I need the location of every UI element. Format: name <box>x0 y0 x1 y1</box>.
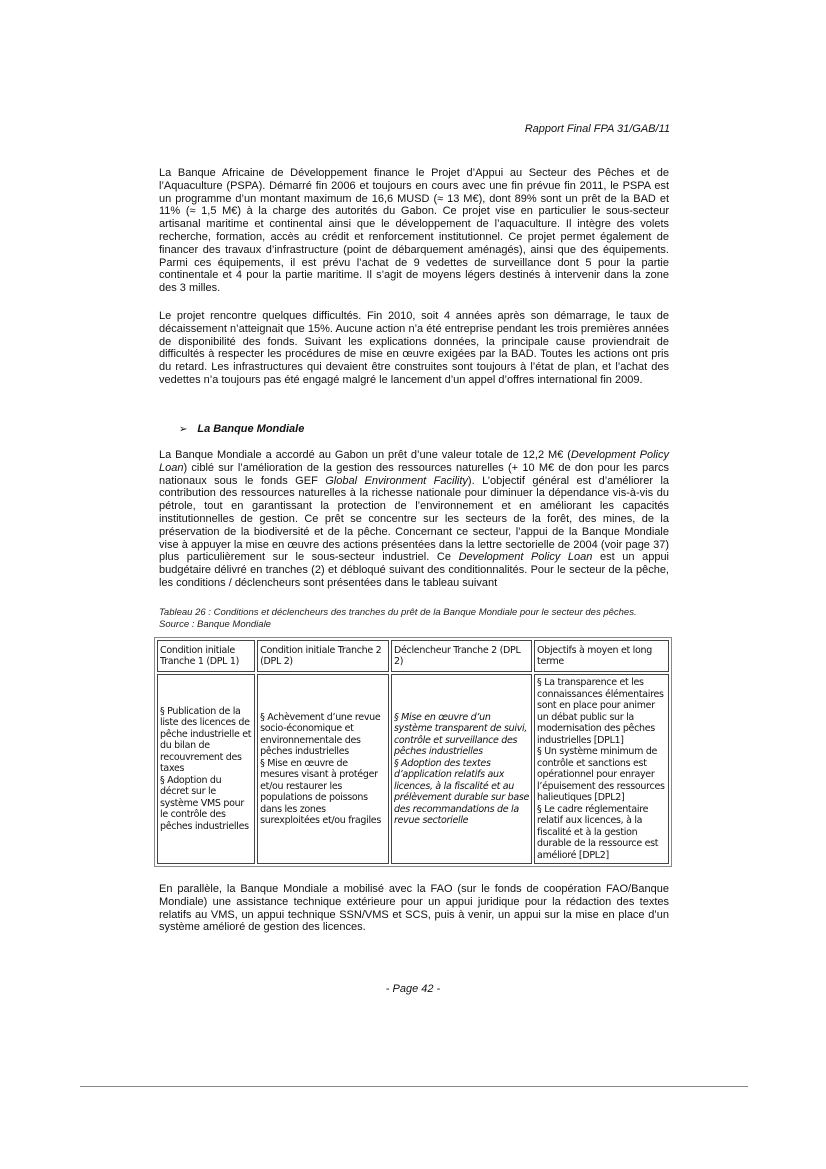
report-header: Rapport Final FPA 31/GAB/11 <box>524 123 670 135</box>
table-cell <box>391 674 532 864</box>
cell-item: § Mise en œuvre d’un système transparent de suivi, contrôle et surveillance des pêches industrielles <box>393 711 528 757</box>
cell-item: § La transparence et les connaissances élémentaires sont en place pour animer un débat public sur la modernisation des pêches industrielles [DPL1] <box>537 677 664 746</box>
table-caption <box>159 607 674 630</box>
table-cell <box>157 674 255 864</box>
table-cell <box>257 674 389 864</box>
paragraph-fao-assistance: En parallèle, la Banque Mondiale a mobilisé avec la FAO (sur le fonds de coopération FAO/Banque Mondiale) une assistance technique extérieure pour un appui juridique pour la rédaction des textes relatifs au VMS, un appui technique SSN/VMS et SCS, puis à venir, un appui sur la mise en place d’un système amélioré de gestion des licences. <box>159 883 669 934</box>
arrow-bullet-icon: ➢ <box>179 424 188 435</box>
loan-conditions-table <box>154 637 672 867</box>
table-caption-source: Source : Banque Mondiale <box>159 618 271 630</box>
header-cell: Objectifs à moyen et long terme <box>534 640 669 672</box>
cell-item: § Publication de la liste des licences de pêche industrielle et du bilan de recouvrement des taxes <box>160 705 252 775</box>
paragraph-world-bank-loan <box>159 449 669 590</box>
section-heading-label: La Banque Mondiale <box>197 423 305 435</box>
paragraph-bad-pspa: La Banque Africaine de Développement finance le Projet d’Appui au Secteur des Pêches et de l’Aquaculture (PSPA). Démarré fin 2006 et toujours en cours avec une fin prévue fin 2011, le PSPA est un programme d’un montant maximum de 16,6 MUSD (≈ 13 M€), dont 89% sont un prêt de la BAD et 11% (≈ 1,5 M€) à la charge des autorités du Gabon. Ce projet vise en particulier le sous-secteur artisanal maritime et continental ainsi que le développement de l’aquaculture. Il intègre des volets recherche, formation, accès au crédit et renforcement institutionnel. Ce projet permet également de financer des travaux d’infrastructure (point de débarquement aménagés), ainsi que des équipements. Parmi ces équipements, il est prévu l’achat de 9 vedettes de surveillance dont 5 pour la partie continentale et 4 pour la partie maritime. Il s’agit de moyens légers destinés à intervenir dans la zone des 3 milles. <box>159 167 669 295</box>
cell-item: § Adoption du décret sur le système VMS pour le contrôle des pêches industrielles <box>160 774 249 832</box>
text-segment: La Banque Mondiale a accordé au Gabon un prêt d’une valeur totale de 12,2 M€ ( <box>159 449 571 461</box>
italic-term: Development Policy Loan <box>458 551 593 564</box>
italic-term: Development Policy Loan <box>159 449 669 474</box>
table-row <box>157 674 669 864</box>
text-segment: est un appui budgétaire délivré en tranches (2) et débloqué suivant des conditionnalités. Pour le secteur de la pêche, les conditions / déclencheurs sont présentées dans le tableau suivant <box>159 551 669 589</box>
table-caption-title: Tableau 26 : Conditions et déclencheurs des tranches du prêt de la Banque Mondiale pour le secteur des pêches. <box>159 607 637 618</box>
footer-divider <box>80 1086 748 1087</box>
header-cell: Condition initiale Tranche 1 (DPL 1) <box>157 640 255 672</box>
italic-term: Global Environment Facility <box>325 474 468 487</box>
cell-item: § Le cadre réglementaire relatif aux licences, à la fiscalité et à la gestion durable de la ressource est amélioré [DPL2] <box>537 803 659 861</box>
table-cell <box>534 674 669 864</box>
header-cell: Déclencheur Tranche 2 (DPL 2) <box>391 640 532 672</box>
table-header-row <box>157 640 669 672</box>
section-heading-banque-mondiale <box>179 423 304 435</box>
cell-item: § Un système minimum de contrôle et sanctions est opérationnel pour enrayer l’épuisement des ressources halieutiques [DPL2] <box>537 746 665 803</box>
cell-item: § Adoption des textes d’application relatifs aux licences, à la fiscalité et au prélèvement durable sur base des recommandations de la revue sectorielle <box>393 757 530 826</box>
header-cell: Condition initiale Tranche 2 (DPL 2) <box>257 640 389 672</box>
page-number: - Page 42 - <box>385 983 441 995</box>
cell-item: § Achèvement d’une revue socio-économique et environnementale des pêches industrielles <box>260 711 381 757</box>
text-segment: ). L’objectif général est d’améliorer la contribution des ressources naturelles à la richesse nationale pour diminuer la dépendance vis-à-vis du pétrole, tout en garantissant la protection de l’environnement et en améliorant les capacités institutionnelles de gestion. Ce prêt se concentre sur les secteurs de la forêt, des mines, de la préservation de la biodiversité et de la pêche. Concernant ce secteur, l’appui de la Banque Mondiale vise à appuyer la mise en œuvre des actions présentées dans la lettre sectorielle de 2004 (voir page 37) plus particulièrement sur le sous-secteur industriel. Ce <box>159 474 670 564</box>
cell-item: § Mise en œuvre de mesures visant à protéger et/ou restaurer les populations de poissons dans les zones surexploitées et/ou fragiles <box>260 757 381 826</box>
paragraph-project-difficulties: Le projet rencontre quelques difficultés. Fin 2010, soit 4 années après son démarrage, le taux de décaissement n’atteignait que 15%. Aucune action n’a été entreprise pendant les trois premières années de disponibilité des fonds. Suivant les explications données, la principale cause proviendrait de difficultés à respecter les procédures de mise en œuvre exigées par la BAD. Toutes les actions ont pris du retard. Les infrastructures qui devaient être construites sont toujours à l’état de plan, et l’achat des vedettes n’a toujours pas été engagé malgré le lancement d’un appel d’offres international fin 2009. <box>159 310 669 386</box>
text-segment: ) ciblé sur l’amélioration de la gestion des ressources naturelles (+ 10 M€ de don pour les parcs nationaux sous le fonds GEF <box>159 461 669 487</box>
